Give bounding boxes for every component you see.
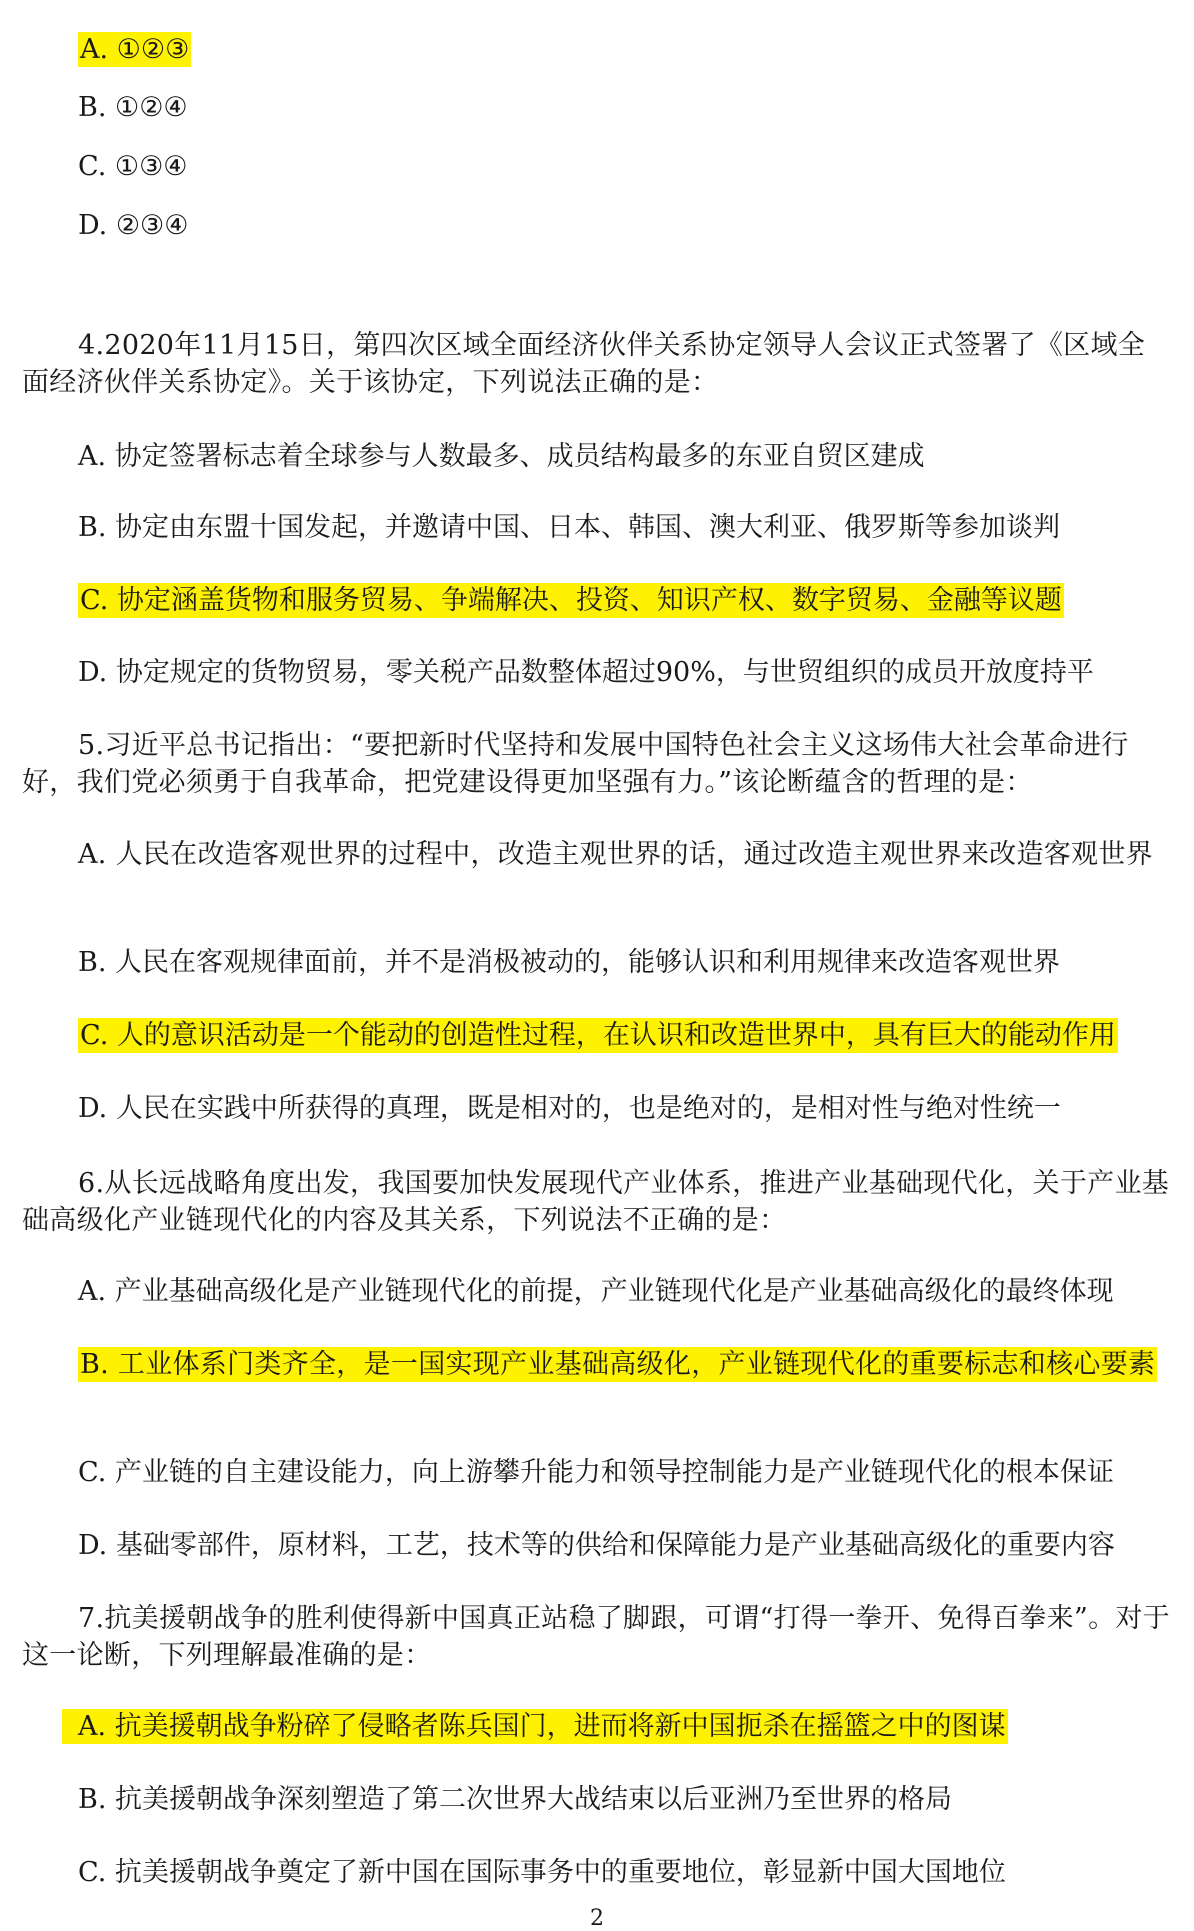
highlight-mark: C. 人的意识活动是一个能动的创造性过程，在认识和改造世界中，具有巨大的能动作用 — [80, 1020, 1116, 1051]
q6-option-b — [22, 1346, 1172, 1383]
q4-option-c — [78, 583, 1064, 619]
highlight-mark: B. 工业体系门类齐全，是一国实现产业基础高级化，产业链现代化的重要标志和核心要素 — [80, 1349, 1156, 1380]
q5-option-a: A. 人民在改造客观世界的过程中，改造主观世界的话，通过改造主观世界来改造客观世界 — [78, 839, 1153, 870]
q5-option-c — [78, 1018, 1118, 1054]
q5-option-d: D. 人民在实践中所获得的真理，既是相对的，也是绝对的，是相对性与绝对性统一 — [78, 1093, 1061, 1124]
q6-option-d: D. 基础零部件，原材料，工艺，技术等的供给和保障能力是产业基础高级化的重要内容 — [78, 1530, 1115, 1561]
q4-option-b: B. 协定由东盟十国发起，并邀请中国、日本、韩国、澳大利亚、俄罗斯等参加谈判 — [78, 512, 1061, 543]
q3-option-c: C. ①③④ — [78, 151, 188, 182]
q7-option-c: C. 抗美援朝战争奠定了新中国在国际事务中的重要地位，彰显新中国大国地位 — [78, 1857, 1006, 1888]
q6-stem: 6.从长远战略角度出发，我国要加快发展现代产业体系，推进产业基础现代化，关于产业基础高级化产业链现代化的内容及其关系，下列说法不正确的是： — [22, 1168, 1170, 1236]
q7-option-a — [62, 1709, 1008, 1745]
q3-option-d: D. ②③④ — [78, 210, 189, 241]
highlight-mark: C. 协定涵盖货物和服务贸易、争端解决、投资、知识产权、数字贸易、金融等议题 — [80, 585, 1062, 616]
highlight-mark: A. ①②③ — [80, 34, 190, 65]
q6-option-c: C. 产业链的自主建设能力，向上游攀升能力和领导控制能力是产业链现代化的根本保证 — [78, 1457, 1114, 1488]
q5-option-b: B. 人民在客观规律面前，并不是消极被动的，能够认识和利用规律来改造客观世界 — [78, 947, 1061, 978]
q5-stem: 5.习近平总书记指出：“要把新时代坚持和发展中国特色社会主义这场伟大社会革命进行好，我们党必须勇于自我革命，把党建设得更加坚强有力。”该论断蕴含的哲理的是： — [22, 730, 1129, 798]
page-number: 2 — [590, 1906, 604, 1931]
q4-option-a: A. 协定签署标志着全球参与人数最多、成员结构最多的东亚自贸区建成 — [78, 441, 925, 472]
q4-option-d: D. 协定规定的货物贸易，零关税产品数整体超过90%，与世贸组织的成员开放度持平 — [78, 657, 1094, 688]
q3-option-b: B. ①②④ — [78, 92, 188, 123]
q7-stem: 7.抗美援朝战争的胜利使得新中国真正站稳了脚跟，可谓“打得一拳开、免得百拳来”。对于这一论断，下列理解最准确的是： — [22, 1603, 1170, 1671]
q3-option-a — [78, 32, 191, 68]
q4-stem: 4.2020年11月15日，第四次区域全面经济伙伴关系协定领导人会议正式签署了《区域全面经济伙伴关系协定》。关于该协定，下列说法正确的是： — [22, 330, 1146, 398]
q7-option-b: B. 抗美援朝战争深刻塑造了第二次世界大战结束以后亚洲乃至世界的格局 — [78, 1784, 953, 1815]
highlight-mark: A. 抗美援朝战争粉碎了侵略者陈兵国门，进而将新中国扼杀在摇篮之中的图谋 — [62, 1709, 1008, 1744]
q6-option-a: A. 产业基础高级化是产业链现代化的前提，产业链现代化是产业基础高级化的最终体现 — [78, 1276, 1114, 1307]
